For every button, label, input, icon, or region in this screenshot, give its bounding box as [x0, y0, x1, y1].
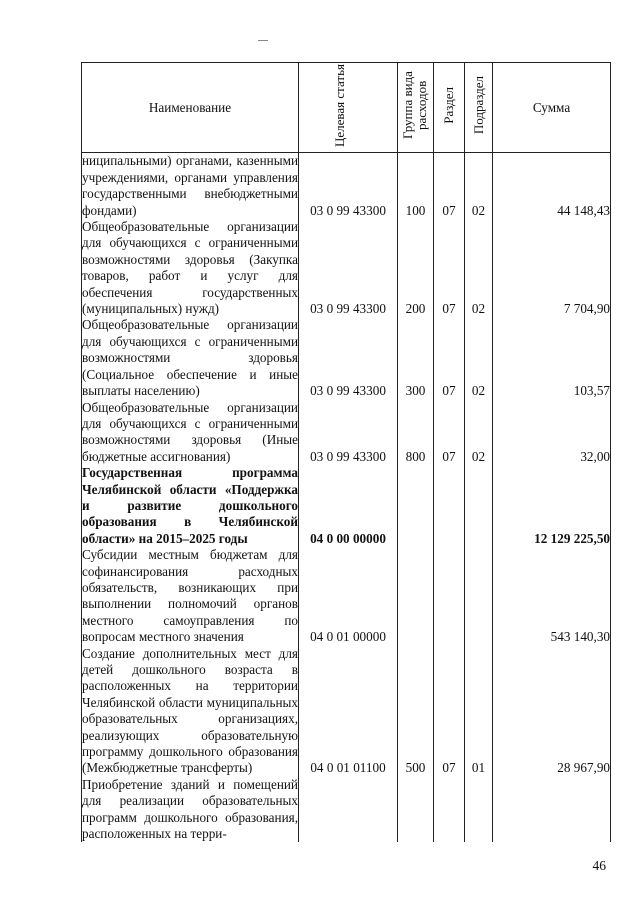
row-subsection	[465, 777, 493, 843]
row-name: Создание дополнительных мест для детей дошкольного возраста в расположенных на территории Челябинской области муниципальных образовательных организациях, реализующих образовательную программу дошкольного образования (Межбюджетные трансферты)	[82, 645, 298, 776]
row-subsection: 02	[465, 219, 493, 317]
row-group: 300	[398, 317, 434, 399]
row-code: 03 0 99 43300	[299, 153, 398, 219]
header-sum: Сумма	[493, 63, 611, 153]
row-section	[434, 777, 465, 843]
budget-table	[81, 62, 611, 842]
table-row	[82, 153, 611, 219]
row-subsection: 02	[465, 400, 493, 466]
row-subsection	[465, 465, 493, 547]
row-subsection	[465, 547, 493, 645]
table-row	[82, 317, 611, 399]
row-group: 100	[398, 153, 434, 219]
row-code: 04 0 00 00000	[299, 465, 398, 547]
row-sum: 12 129 225,50	[493, 465, 611, 547]
row-sum	[493, 777, 611, 843]
row-sum: 103,57	[493, 317, 611, 399]
row-subsection: 02	[465, 153, 493, 219]
row-sum: 44 148,43	[493, 153, 611, 219]
row-sum: 7 704,90	[493, 219, 611, 317]
row-code	[299, 777, 398, 843]
row-group: 200	[398, 219, 434, 317]
table-row	[82, 646, 611, 777]
row-code: 03 0 99 43300	[299, 400, 398, 466]
row-name: Субсидии местным бюджетам для софинансирования расходных обязательств, возникающих при выполнении полномочий органов местного самоуправления по вопросам местного значения	[82, 547, 298, 645]
row-group: 800	[398, 400, 434, 466]
table-row	[82, 547, 611, 645]
row-subsection: 02	[465, 317, 493, 399]
row-name: Приобретение зданий и помещений для реализации образовательных программ дошкольного образования, расположенных на терри-	[82, 776, 298, 842]
row-section: 07	[434, 400, 465, 466]
header-name: Наименование	[82, 63, 299, 153]
row-name: Общеобразовательные организации для обучающихся с ограниченными возможностями здоровья (Социальное обеспечение и иные выплаты населению)	[82, 317, 298, 399]
row-section	[434, 547, 465, 645]
header-subsection: Подраздел	[465, 63, 493, 153]
page-number: 46	[592, 858, 606, 873]
row-code: 04 0 01 01100	[299, 646, 398, 777]
table-row	[82, 777, 611, 843]
row-sum: 28 967,90	[493, 646, 611, 777]
row-subsection: 01	[465, 646, 493, 777]
row-code: 03 0 99 43300	[299, 219, 398, 317]
row-code: 03 0 99 43300	[299, 317, 398, 399]
header-section: Раздел	[434, 63, 465, 153]
row-sum: 543 140,30	[493, 547, 611, 645]
row-section: 07	[434, 317, 465, 399]
row-code: 04 0 01 00000	[299, 547, 398, 645]
table-row	[82, 400, 611, 466]
row-name: Общеобразовательные организации для обучающихся с ограниченными возможностями здоровья (Иные бюджетные ассигнования)	[82, 399, 298, 464]
header-target-article: Целевая статья	[299, 63, 398, 153]
row-group: 500	[398, 646, 434, 777]
row-group	[398, 777, 434, 843]
row-section: 07	[434, 153, 465, 219]
row-section: 07	[434, 219, 465, 317]
table-row-program	[82, 465, 611, 547]
row-name: Общеобразовательные организации для обучающихся с ограниченными возможностями здоровья (Закупка товаров, работ и услуг для обеспечения государственных (муниципальных) нужд)	[82, 219, 298, 317]
row-group	[398, 465, 434, 547]
header-expense-group: Группа вида расходов	[398, 63, 434, 153]
row-group	[398, 547, 434, 645]
row-section: 07	[434, 646, 465, 777]
row-section	[434, 465, 465, 547]
table-row	[82, 219, 611, 317]
row-name: Государственная программа Челябинской области «Поддержка и развитие дошкольного образования в Челябинской области» на 2015–2025 годы	[82, 465, 298, 546]
row-sum: 32,00	[493, 400, 611, 466]
header-mark	[258, 40, 268, 41]
table-header-row	[82, 63, 611, 153]
row-name: ниципальными) органами, казенными учреждениями, органами управления государственными внебюджетными фондами)	[82, 153, 298, 218]
